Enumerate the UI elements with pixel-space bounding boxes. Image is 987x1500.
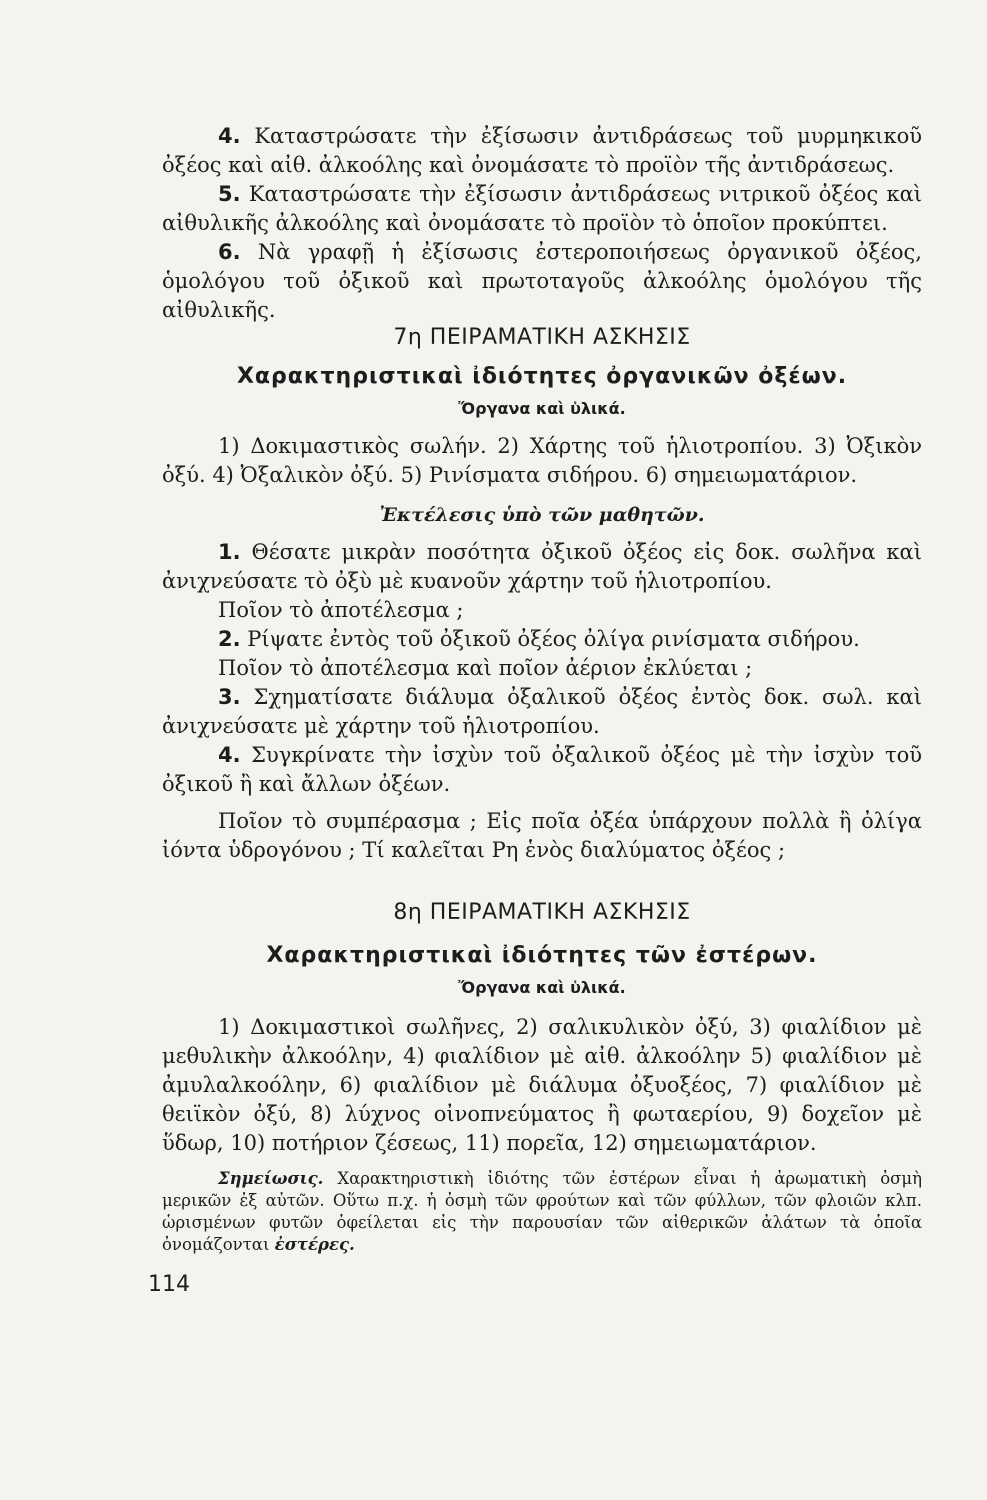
exercise-8-materials-heading: Ὄργανα καὶ ὑλικά.	[458, 978, 626, 997]
exercise-7-conclusion: Ποῖον τὸ συμπέρασμα ; Εἰς ποῖα ὀξέα ὑπάρχουν πολλὰ ἢ ὀλίγα ἰόντα ὑδρογόνου ; Τί καλεῖται Ρη ἑνὸς διαλύματος ὀξέος ;	[162, 809, 922, 862]
exercise-7-title: 7η ΠΕΙΡΑΜΑΤΙΚΗ ΑΣΚΗΣΙΣ	[393, 325, 691, 350]
note-term: ἐστέρες.	[274, 1235, 355, 1254]
step-item: 2. Ρίψατε ἐντὸς τοῦ ὀξικοῦ ὀξέος ὀλίγα ρινίσματα σιδήρου.	[218, 627, 860, 651]
exercise-8-note	[162, 1168, 922, 1256]
step-item: 1. Θέσατε μικρὰν ποσότητα ὀξικοῦ ὀξέος εἰς δοκ. σωλῆνα καὶ ἀνιχνεύσατε τὸ ὀξὺ μὲ κυανοῦν χάρτην τοῦ ἡλιοτροπίου.	[162, 540, 922, 593]
step-question: Ποῖον τὸ ἀποτέλεσμα ;	[218, 598, 464, 622]
top-exercise-list	[162, 122, 922, 325]
exercise-7-section	[162, 325, 922, 865]
exercise-8-title: 8η ΠΕΙΡΑΜΑΤΙΚΗ ΑΣΚΗΣΙΣ	[393, 900, 691, 925]
exercise-8-section	[162, 900, 922, 1273]
exercise-7-execution-heading: Ἐκτέλεσις ὑπὸ τῶν μαθητῶν.	[379, 504, 705, 526]
list-item: 6. Νὰ γραφῇ ἡ ἐξίσωσις ἐστεροποιήσεως ὀργανικοῦ ὀξέος, ὁμολόγου τοῦ ὀξικοῦ καὶ πρωτοταγοῦς ἀλκοόλης ὁμολόγου τῆς αἰθυλικῆς.	[162, 240, 922, 322]
step-item: 3. Σχηματίσατε διάλυμα ὀξαλικοῦ ὀξέος ἐντὸς δοκ. σωλ. καὶ ἀνιχνεύσατε μὲ χάρτην τοῦ ἡλιοτροπίου.	[162, 685, 922, 738]
list-item: 4. Καταστρώσατε τὴν ἐξίσωσιν ἀντιδράσεως τοῦ μυρμηκικοῦ ὀξέος καὶ αἰθ. ἀλκοόλης καὶ ὀνομάσατε τὸ προϊὸν τῆς ἀντιδράσεως.	[162, 124, 922, 177]
note-label: Σημείωσις.	[218, 1169, 324, 1188]
note-text: Χαρακτηριστικὴ ἰδιότης τῶν ἐστέρων εἶναι ἡ ἀρωματικὴ ὀσμὴ μερικῶν ἐξ αὐτῶν. Οὕτω π.χ. ἡ ὀσμὴ τῶν φρούτων καὶ τῶν φύλλων, τῶν φλοιῶν κλπ. ὡρισμένων φυτῶν ὀφείλεται εἰς τὴν παρουσίαν τῶν αἰθερικῶν ἀλάτων τὰ ὁποῖα ὀνομάζονται	[162, 1169, 922, 1254]
list-item: 5. Καταστρώσατε τὴν ἐξίσωσιν ἀντιδράσεως νιτρικοῦ ὀξέος καὶ αἰθυλικῆς ἀλκοόλης καὶ ὀνομάσατε τὸ προϊὸν τὸ ὁποῖον προκύπτει.	[162, 182, 922, 235]
exercise-7-subtitle: Χαρακτηριστικαὶ ἰδιότητες ὀργανικῶν ὀξέων.	[236, 364, 848, 389]
page-number: 114	[148, 1272, 190, 1297]
exercise-8-subtitle: Χαρακτηριστικαὶ ἰδιότητες τῶν ἐστέρων.	[266, 943, 818, 968]
exercise-8-materials: 1) Δοκιμαστικοὶ σωλῆνες, 2) σαλικυλικὸν ὀξύ, 3) φιαλίδιον μὲ μεθυλικὴν ἀλκοόλην, 4) φιαλίδιον μὲ αἰθ. ἀλκοόλην 5) φιαλίδιον μὲ ἀμυλαλκοόλην, 6) φιαλίδιον μὲ διάλυμα ὀξυοξέος, 7) φιαλίδιον μὲ θειϊκὸν ὀξύ, 8) λύχνος οἰνοπνεύματος ἢ φωταερίου, 9) δοχεῖον μὲ ὕδωρ, 10) ποτήριον ζέσεως, 11) πορεῖα, 12) σημειωματάριον.	[162, 1015, 922, 1155]
step-item: 4. Συγκρίνατε τὴν ἰσχὺν τοῦ ὀξαλικοῦ ὀξέος μὲ τὴν ἰσχὺν τοῦ ὀξικοῦ ἢ καὶ ἄλλων ὀξέων.	[162, 743, 922, 796]
step-question: Ποῖον τὸ ἀποτέλεσμα καὶ ποῖον ἀέριον ἐκλύεται ;	[218, 656, 753, 680]
exercise-7-materials: 1) Δοκιμαστικὸς σωλήν. 2) Χάρτης τοῦ ἡλιοτροπίου. 3) Ὀξικὸν ὀξύ. 4) Ὀξαλικὸν ὀξύ. 5) Ρινίσματα σιδήρου. 6) σημειωματάριον.	[162, 434, 922, 487]
exercise-7-materials-heading: Ὄργανα καὶ ὑλικά.	[458, 399, 626, 418]
exercise-7-steps	[162, 538, 922, 865]
